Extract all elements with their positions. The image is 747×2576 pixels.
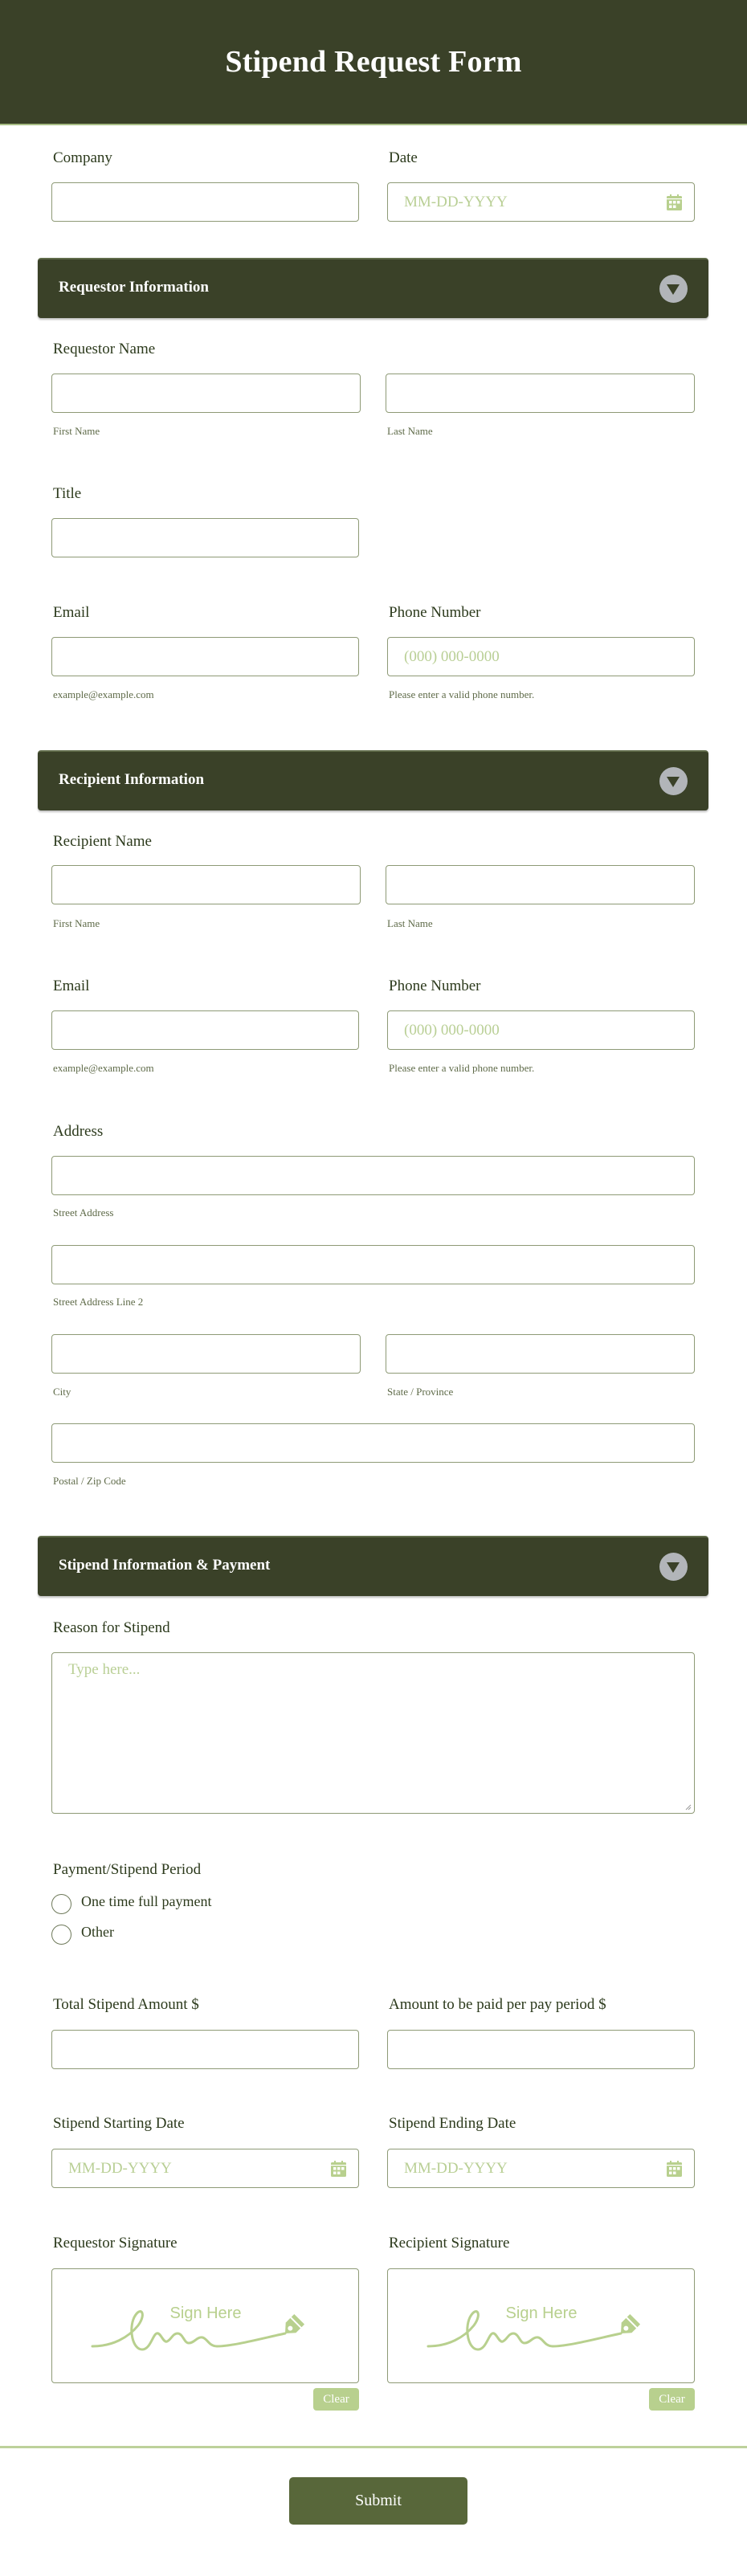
first-name-sublabel: First Name — [53, 917, 100, 929]
phone-placeholder: (000) 000-0000 — [404, 648, 500, 665]
zip-code-sublabel: Postal / Zip Code — [53, 1475, 126, 1487]
last-name-sublabel: Last Name — [387, 425, 433, 437]
date-placeholder: MM-DD-YYYY — [404, 2160, 508, 2177]
page-title: Stipend Request Form — [225, 45, 522, 79]
recipient-last-name-input[interactable] — [386, 865, 695, 904]
recipient-signature-pad[interactable] — [387, 2268, 695, 2383]
street-address-line2-input[interactable] — [51, 1245, 695, 1284]
section-header-requestor[interactable] — [38, 258, 708, 318]
street-address-line2-sublabel: Street Address Line 2 — [53, 1296, 144, 1308]
recipient-name-label: Recipient Name — [53, 833, 152, 850]
recipient-email-label: Email — [53, 978, 90, 994]
requestor-signature-pad[interactable] — [51, 2268, 359, 2383]
start-date-label: Stipend Starting Date — [53, 2115, 185, 2132]
end-date-label: Stipend Ending Date — [389, 2115, 516, 2132]
recipient-signature-label: Recipient Signature — [389, 2235, 510, 2251]
sign-here-icon — [388, 2269, 696, 2384]
sign-here-text: Sign Here — [505, 2305, 578, 2322]
recipient-phone-input[interactable] — [387, 1010, 695, 1050]
footer-divider — [0, 2446, 747, 2448]
date-input[interactable] — [387, 182, 695, 222]
address-label: Address — [53, 1123, 104, 1140]
last-name-sublabel: Last Name — [387, 917, 433, 929]
radio-other[interactable] — [51, 1925, 71, 1945]
chevron-down-icon[interactable] — [659, 275, 688, 303]
phone-placeholder: (000) 000-0000 — [404, 1022, 500, 1039]
recipient-phone-sublabel: Please enter a valid phone number. — [389, 1062, 535, 1074]
form-header — [0, 0, 747, 125]
section-title: Recipient Information — [59, 771, 205, 788]
requestor-signature-clear-button[interactable]: Clear — [313, 2388, 359, 2411]
sign-here-icon — [52, 2269, 360, 2384]
requestor-phone-input[interactable] — [387, 637, 695, 676]
date-placeholder: MM-DD-YYYY — [68, 2160, 172, 2177]
first-name-sublabel: First Name — [53, 425, 100, 437]
section-title: Requestor Information — [59, 279, 210, 296]
section-header-recipient[interactable] — [38, 750, 708, 810]
radio-label[interactable]: One time full payment — [81, 1893, 212, 1909]
city-input[interactable] — [51, 1334, 361, 1374]
submit-button[interactable]: Submit — [289, 2477, 467, 2525]
section-title: Stipend Information & Payment — [59, 1557, 271, 1574]
street-address-sublabel: Street Address — [53, 1206, 114, 1219]
requestor-email-input[interactable] — [51, 637, 359, 676]
reason-placeholder: Type here... — [68, 1661, 141, 1678]
street-address-input[interactable] — [51, 1156, 695, 1195]
sign-here-text: Sign Here — [169, 2305, 242, 2322]
chevron-down-icon[interactable] — [659, 767, 688, 795]
state-input[interactable] — [386, 1334, 695, 1374]
company-label: Company — [53, 149, 112, 166]
recipient-phone-label: Phone Number — [389, 978, 481, 994]
requestor-name-label: Requestor Name — [53, 341, 156, 357]
title-label: Title — [53, 485, 82, 502]
calendar-icon[interactable] — [331, 2161, 346, 2177]
total-amount-label: Total Stipend Amount $ — [53, 1996, 199, 2013]
recipient-signature-clear-button[interactable]: Clear — [649, 2388, 695, 2411]
per-period-amount-input[interactable] — [387, 2030, 695, 2069]
chevron-down-icon[interactable] — [659, 1553, 688, 1581]
start-date-input[interactable] — [51, 2149, 359, 2188]
total-amount-input[interactable] — [51, 2030, 359, 2069]
requestor-email-sublabel: example@example.com — [53, 688, 154, 700]
reason-textarea[interactable] — [51, 1652, 695, 1814]
recipient-email-sublabel: example@example.com — [53, 1062, 154, 1074]
end-date-input[interactable] — [387, 2149, 695, 2188]
per-period-amount-label: Amount to be paid per pay period $ — [389, 1996, 606, 2013]
requestor-signature-label: Requestor Signature — [53, 2235, 178, 2251]
city-sublabel: City — [53, 1386, 71, 1398]
zip-code-input[interactable] — [51, 1423, 695, 1463]
date-label: Date — [389, 149, 418, 166]
date-placeholder: MM-DD-YYYY — [404, 194, 508, 210]
reason-label: Reason for Stipend — [53, 1619, 170, 1636]
calendar-icon[interactable] — [667, 194, 682, 210]
resize-handle-icon[interactable] — [685, 1804, 692, 1811]
company-input[interactable] — [51, 182, 359, 222]
state-sublabel: State / Province — [387, 1386, 454, 1398]
radio-label[interactable]: Other — [81, 1924, 114, 1940]
requestor-last-name-input[interactable] — [386, 374, 695, 413]
radio-one-time-payment[interactable] — [51, 1894, 71, 1914]
requestor-first-name-input[interactable] — [51, 374, 361, 413]
recipient-first-name-input[interactable] — [51, 865, 361, 904]
payment-period-label: Payment/Stipend Period — [53, 1861, 202, 1878]
title-input[interactable] — [51, 518, 359, 557]
requestor-phone-label: Phone Number — [389, 604, 481, 621]
recipient-email-input[interactable] — [51, 1010, 359, 1050]
calendar-icon[interactable] — [667, 2161, 682, 2177]
requestor-phone-sublabel: Please enter a valid phone number. — [389, 688, 535, 700]
requestor-email-label: Email — [53, 604, 90, 621]
section-header-stipend[interactable] — [38, 1536, 708, 1596]
